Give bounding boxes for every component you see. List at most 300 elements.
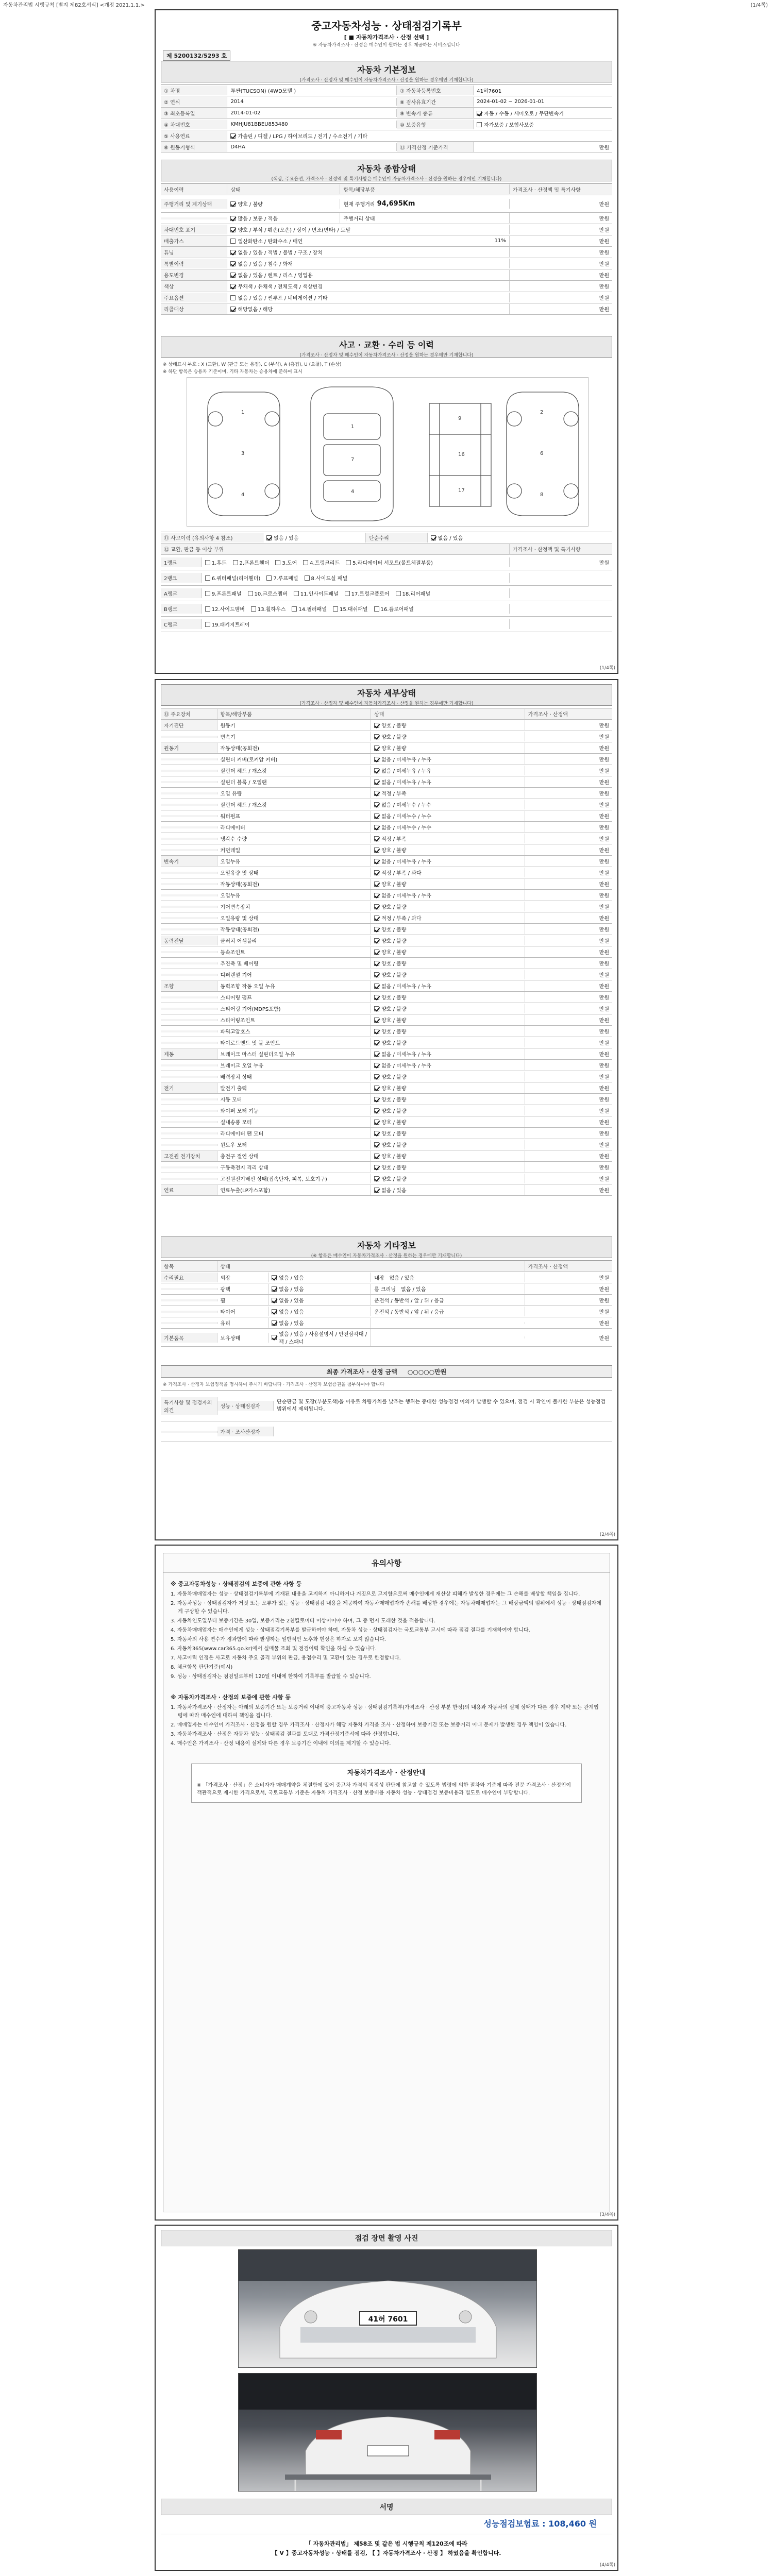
other-price: 만원 [599, 1310, 609, 1315]
part-name: 스티어링조인트 [217, 1015, 372, 1025]
overall-row [161, 213, 612, 224]
checkbox-icon[interactable] [374, 1040, 379, 1045]
notice-item: 2. 자동차성능 · 상태점검자가 거짓 또는 오류가 있는 성능 · 상태점검 내용을 제공하여 자동차매매업자가 손해를 배상한 경우에는 자동차매매업자는 그 배상금액의 범위에서 성능 · 상태점검자에게 구상할 수 있습니다. [171, 1601, 602, 1615]
checkbox-icon[interactable] [374, 1165, 379, 1170]
overall-row [161, 195, 612, 213]
detail-row [161, 867, 612, 878]
odometer-item-label: 현재 주행거리 [343, 202, 375, 208]
base-price-value: 만원 [599, 145, 609, 151]
checkbox-icon[interactable] [374, 1052, 379, 1057]
rankA-item-text: 11.인사이드패널 [300, 591, 339, 597]
checkbox-icon[interactable] [374, 1029, 379, 1034]
usage-change-price: 만원 [599, 273, 609, 279]
checkbox-icon[interactable] [272, 1275, 277, 1280]
rankC-row [161, 617, 612, 632]
col-part: 항목/해당부품 [217, 709, 372, 719]
checkbox-icon[interactable] [272, 1298, 277, 1303]
device-group [161, 974, 217, 976]
checkbox-icon[interactable] [266, 575, 272, 581]
detail-row [161, 980, 612, 992]
rank2-price [510, 577, 612, 579]
checkbox-icon[interactable] [374, 859, 379, 864]
detail-row [161, 1116, 612, 1128]
rankA-item-text: 18.리어패널 [402, 591, 431, 597]
checkbox-icon[interactable] [272, 1309, 277, 1314]
other-state-text: 없음 / 있음 [279, 1321, 304, 1327]
other-price: 만원 [599, 1335, 609, 1342]
car-outline-icon [187, 378, 588, 526]
checkbox-icon[interactable] [374, 1176, 379, 1181]
part-state-text: 양호 / 불량 [381, 973, 407, 978]
accident-title: 사고 · 교환 · 수리 등 이력 [339, 340, 434, 350]
basic-row [161, 96, 612, 108]
other-state [268, 1318, 371, 1328]
part-state-text: 양호 / 불량 [381, 1041, 407, 1046]
part-state [371, 1106, 525, 1115]
rankA-item [294, 589, 339, 597]
part-state-text: 없음 / 미세누유 / 누유 [381, 769, 431, 774]
checkbox-icon[interactable] [374, 779, 379, 785]
part-name: 스티어링 펌프 [217, 992, 372, 1002]
detail-row [161, 1184, 612, 1196]
basic-row [161, 108, 612, 119]
checkbox-icon[interactable] [374, 768, 379, 773]
other-item2 [371, 1307, 525, 1316]
svg-text:2: 2 [540, 410, 544, 415]
other-state-text: 없음 / 있음 [279, 1310, 304, 1315]
checkbox-icon[interactable] [374, 802, 379, 807]
part-price: 만원 [599, 916, 609, 922]
svg-text:1: 1 [351, 424, 355, 430]
detail-row [161, 754, 612, 765]
accident-note2: ※ 하단 항목은 승용차 기준이며, 기타 자동차는 승용차에 준하여 표시 [163, 369, 303, 375]
svg-text:1: 1 [241, 410, 245, 415]
part-state-text: 양호 / 불량 [381, 848, 407, 854]
page-number: (4/4쪽) [599, 2563, 615, 2568]
part-name: 와이퍼 모터 기능 [217, 1106, 372, 1115]
checkbox-icon[interactable] [230, 133, 236, 139]
part-state [371, 868, 525, 877]
page-number: (3/4쪽) [599, 2212, 615, 2217]
mileage-state-text: 많음 / 보통 / 적음 [238, 216, 278, 222]
checkbox-icon[interactable] [374, 1142, 379, 1147]
page-3 [155, 1545, 618, 2221]
part-name: 디퍼렌셜 기어 [217, 970, 372, 979]
part-name: 파워고압호스 [217, 1026, 372, 1036]
emission-price: 만원 [599, 239, 609, 245]
notice-item: 1. 자동차가격조사 · 산정자는 아래의 보증기간 또는 보증거리 이내에 중고자동차 성능 · 상태점검기록부(가격조사 · 산정 부분 한정)의 내용과 자동차의 실제 상태가 다른 경우 계약 또는 관계법령에 따라 매수인에 대하여 책임을 집니다. [171, 1705, 599, 1719]
checkbox-icon[interactable] [272, 1286, 277, 1292]
part-price: 만원 [599, 950, 609, 956]
checkbox-icon[interactable] [205, 560, 210, 565]
special-notes-spacer [161, 1431, 217, 1433]
part-name: 워터펌프 [217, 811, 372, 821]
part-name: 오일누유 [217, 890, 372, 900]
part-name: 오일유량 및 상태 [217, 868, 372, 877]
odometer-price: 만원 [599, 202, 609, 208]
other-note: (※ 항목은 매수인이 자동차가격조사 · 산정을 원하는 경우에만 기재합니다) [311, 1253, 462, 1259]
part-state-text: 양호 / 불량 [381, 1120, 407, 1126]
device-group [161, 736, 217, 738]
rankB-item [374, 605, 414, 613]
detail-row [161, 720, 612, 731]
detail-row [161, 878, 612, 890]
detail-row [161, 946, 612, 958]
part-state [371, 924, 525, 934]
checkbox-icon[interactable] [374, 950, 379, 955]
other-group [161, 1299, 217, 1301]
checkbox-icon[interactable] [248, 591, 253, 596]
checkbox-icon[interactable] [205, 606, 210, 612]
checkbox-icon[interactable] [374, 904, 379, 909]
part-price: 만원 [599, 746, 609, 752]
checkbox-icon[interactable] [374, 1120, 379, 1125]
vin-mark-state-text: 양호 / 부식 / 훼손(오손) / 상이 / 변조(변타) / 도말 [238, 228, 351, 233]
checkbox-icon[interactable] [230, 307, 236, 312]
checkbox-icon[interactable] [374, 1086, 379, 1091]
part-state [371, 1072, 525, 1081]
checkbox-icon[interactable] [346, 560, 351, 565]
checkbox-icon[interactable] [230, 250, 236, 255]
page-number: (2/4쪽) [599, 1532, 615, 1537]
checkbox-icon[interactable] [396, 591, 401, 596]
device-group [161, 758, 217, 760]
checkbox-icon[interactable] [374, 1074, 379, 1079]
checkbox-icon[interactable] [374, 825, 379, 830]
device-group [161, 826, 217, 828]
appraiser-label: 가격 · 조사산정자 [217, 1427, 274, 1436]
checkbox-icon[interactable] [374, 961, 379, 966]
part-price: 만원 [599, 769, 609, 774]
detail-row [161, 992, 612, 1003]
other-table [161, 1260, 612, 1347]
notice-item: 7. 사고이력 인정은 사고로 자동차 주요 골격 부위의 판금, 용접수리 및 교환이 있는 경우로 한정합니다. [171, 1655, 401, 1661]
simple-repair-label: 단순수리 [366, 533, 427, 543]
checkbox-icon[interactable] [374, 882, 379, 887]
part-state-text: 적정 / 부족 [381, 791, 407, 797]
accident-row [161, 532, 612, 544]
col-price: 가격조사 · 산정액 및 특기사항 [510, 184, 612, 194]
device-group [161, 804, 217, 806]
device-group: 원동기 [161, 743, 217, 753]
device-group [161, 1098, 217, 1100]
checkbox-icon[interactable] [230, 227, 236, 232]
basic-info-header [161, 61, 612, 82]
device-group [161, 928, 217, 930]
document-title: 중고자동차성능 · 상태점검기록부 [311, 20, 462, 32]
rank1-item [233, 558, 270, 566]
checkbox-icon[interactable] [230, 295, 236, 300]
checkbox-icon[interactable] [374, 848, 379, 853]
overall-row [161, 258, 612, 269]
part-state-text: 없음 / 미세누유 / 누유 [381, 893, 431, 899]
checkbox-icon[interactable] [205, 591, 210, 596]
special-notes-label: 특기사항 및 점검자의 의견 [161, 1397, 217, 1415]
plate-value: 41허7601 [477, 89, 502, 94]
checkbox-icon[interactable] [272, 1335, 277, 1340]
checkbox-icon[interactable] [230, 284, 236, 289]
device-group [161, 962, 217, 964]
usage-change-state [227, 270, 509, 280]
rankA-items [202, 588, 510, 598]
rankB-row [161, 601, 612, 617]
part-name: 실린더 커버(로커암 커버) [217, 754, 372, 764]
part-state-text: 없음 / 미세누수 / 누수 [381, 803, 431, 808]
overall-state-table [161, 183, 612, 315]
other-item2-text: 룸 크리닝 [374, 1287, 396, 1293]
device-group: 제동 [161, 1049, 217, 1059]
checkbox-icon[interactable] [374, 916, 379, 921]
part-name: 변속기 [217, 732, 372, 741]
checkbox-icon[interactable] [374, 1006, 379, 1011]
other-row [161, 1283, 612, 1295]
odometer-state [227, 199, 340, 209]
part-name: 시동 모터 [217, 1094, 372, 1104]
part-state [371, 1162, 525, 1172]
checkbox-icon[interactable] [374, 938, 379, 943]
col-other-price: 가격조사 · 산정액 [525, 1261, 612, 1271]
other-row [161, 1295, 612, 1306]
recall-state-text: 해당없음 / 해당 [238, 307, 273, 313]
special-history-state [227, 259, 509, 268]
checkbox-icon[interactable] [305, 575, 310, 581]
checkbox-icon[interactable] [374, 791, 379, 796]
part-state-text: 없음 / 미세누유 / 누유 [381, 780, 431, 786]
other-item2 [371, 1284, 525, 1294]
svg-text:16: 16 [458, 452, 465, 457]
device-group: 고전원 전기장치 [161, 1151, 217, 1161]
part-state [371, 732, 525, 741]
simple-repair-value [428, 533, 612, 543]
checkbox-icon[interactable] [374, 606, 379, 612]
checkbox-icon[interactable] [431, 535, 436, 540]
part-state-text: 양호 / 불량 [381, 1007, 407, 1012]
rank1-item [346, 558, 433, 566]
rankA-item-text: 17.트렁크플로어 [351, 591, 390, 597]
overall-row [161, 247, 612, 258]
part-name: 동력조향 작동 오일 누유 [217, 981, 372, 991]
part-name: 실린더 블록 / 오일팬 [217, 777, 372, 787]
checkbox-icon[interactable] [374, 734, 379, 739]
detail-header [161, 684, 612, 706]
checkbox-icon[interactable] [374, 984, 379, 989]
tuning-label: 튜닝 [161, 247, 227, 257]
special-history-state-text: 없음 / 있음 / 침수 / 화재 [238, 262, 293, 267]
part-price: 만원 [599, 905, 609, 910]
part-price: 만원 [599, 1097, 609, 1103]
checkbox-icon[interactable] [374, 723, 379, 728]
appraisal-guide-box [191, 1764, 582, 1803]
other-header [161, 1236, 612, 1258]
checkbox-icon[interactable] [374, 1188, 379, 1193]
checkbox-icon[interactable] [374, 893, 379, 898]
checkbox-icon[interactable] [205, 622, 210, 627]
other-row [161, 1306, 612, 1317]
part-state [371, 811, 525, 821]
checkbox-icon[interactable] [251, 606, 256, 612]
accident-row [161, 544, 612, 555]
checkbox-icon[interactable] [292, 606, 297, 612]
checkbox-icon[interactable] [374, 836, 379, 841]
checkbox-icon[interactable] [230, 201, 236, 207]
part-price: 만원 [599, 973, 609, 978]
vin-label: ④ 차대번호 [161, 120, 227, 129]
part-name: 작동상태(공회전) [217, 924, 372, 934]
part-state-text: 양호 / 불량 [381, 735, 407, 740]
checkbox-icon[interactable] [230, 261, 236, 266]
rank1-item [275, 558, 297, 566]
checkbox-icon[interactable] [374, 1154, 379, 1159]
device-group: 조향 [161, 981, 217, 991]
detail-row [161, 901, 612, 912]
checkbox-icon[interactable] [230, 216, 236, 221]
device-group [161, 996, 217, 998]
part-state [371, 720, 525, 730]
other-row [161, 1329, 612, 1347]
part-name: 브레이크 마스터 실린더오일 누유 [217, 1049, 372, 1059]
checkbox-icon[interactable] [477, 111, 482, 116]
notice-item: 2. 매매업자는 매수인이 가격조사 · 산정을 원할 경우 가격조사 · 산정자가 해당 자동차 가격을 조사 · 산정하여 보증기간 또는 보증거리 이내 문제가 발생한 경우 책임이 있습니다. [171, 1722, 567, 1728]
checkbox-icon[interactable] [374, 1131, 379, 1136]
rank2-item-text: 6.쿼터패널(리어휀더) [211, 576, 261, 582]
rank1-item [303, 558, 340, 566]
part-price: 만원 [599, 995, 609, 1001]
checkbox-icon[interactable] [374, 1063, 379, 1068]
photo-section-header: 점검 장면 촬영 사진 [161, 2230, 612, 2246]
basic-row [161, 142, 612, 153]
transmission-value [474, 108, 612, 118]
mileage-state [227, 213, 340, 223]
checkbox-icon[interactable] [266, 535, 272, 540]
other-item2 [371, 1336, 525, 1338]
checkbox-icon[interactable] [477, 122, 482, 127]
other-price: 만원 [599, 1321, 609, 1327]
device-group: 변속기 [161, 856, 217, 866]
inspection-photo-rear [238, 2373, 537, 2492]
device-group [161, 1076, 217, 1078]
detail-row [161, 844, 612, 856]
part-state-text: 없음 / 미세누유 / 누유 [381, 757, 431, 763]
checkbox-icon[interactable] [233, 560, 238, 565]
overall-state-header [161, 160, 612, 181]
checkbox-icon[interactable] [230, 239, 236, 244]
checkbox-icon[interactable] [230, 273, 236, 278]
odometer-state-text: 양호 / 불량 [238, 202, 263, 208]
detail-note: (가격조사 · 산정자 및 매수인이 자동차가격조사 · 산정을 원하는 경우에만 기재합니다) [299, 701, 474, 706]
part-state [371, 1094, 525, 1104]
checkbox-icon[interactable] [374, 1097, 379, 1102]
checkbox-icon[interactable] [345, 591, 350, 596]
checkbox-icon[interactable] [374, 757, 379, 762]
checkbox-icon[interactable] [275, 560, 280, 565]
part-price: 만원 [599, 1029, 609, 1035]
rank2-label: 2랭크 [161, 573, 202, 583]
part-state-text: 양호 / 불량 [381, 1109, 407, 1114]
checkbox-icon[interactable] [303, 560, 308, 565]
mileage-price: 만원 [599, 216, 609, 222]
rankB-item-text: 15.대쉬패널 [340, 607, 368, 613]
part-price: 만원 [599, 814, 609, 820]
rankC-items [202, 619, 510, 629]
rankB-item [251, 605, 286, 613]
col-item: 항목/해당부품 [340, 184, 509, 194]
detail-row [161, 1071, 612, 1082]
checkbox-icon[interactable] [374, 927, 379, 932]
part-name: 스티어링 기어(MDPS포함) [217, 1004, 372, 1013]
device-group [161, 770, 217, 772]
part-state-text: 양호 / 불량 [381, 905, 407, 910]
part-price: 만원 [599, 837, 609, 842]
car-front-photo-icon [239, 2250, 536, 2367]
rankB-item-text: 16.플로어패널 [380, 607, 414, 613]
other-group [161, 1311, 217, 1313]
detail-row [161, 912, 612, 924]
other-item2-text: 운전석 / 동반석 / 앞 / 뒤 / 응급 [374, 1310, 444, 1315]
vin-value: KMHJU81BBEU853480 [227, 121, 396, 128]
device-group [161, 894, 217, 896]
engine-type-value: D4HA [227, 143, 396, 151]
detail-row [161, 924, 612, 935]
part-price: 만원 [599, 927, 609, 933]
checkbox-icon[interactable] [374, 1018, 379, 1023]
legal-footnote-1: 「 자동차관리법」 제58조 및 같은 법 시행규칙 제120조에 따라 [305, 2540, 468, 2547]
device-group [161, 1030, 217, 1032]
svg-text:4: 4 [241, 492, 245, 498]
special-history-price: 만원 [599, 262, 609, 267]
detail-row [161, 1162, 612, 1173]
part-state-text: 양호 / 불량 [381, 1143, 407, 1148]
emission-label: 배출가스 [161, 236, 227, 246]
part-state [371, 743, 525, 753]
mileage-label [161, 217, 227, 219]
rankB-label: B랭크 [161, 604, 202, 614]
engine-type-label: ⑥ 원동기형식 [161, 142, 227, 152]
overall-row [161, 281, 612, 292]
part-name: 라디에이터 팬 모터 [217, 1128, 372, 1138]
checkbox-icon[interactable] [374, 814, 379, 819]
col-price: 가격조사 · 산정액 [525, 709, 612, 719]
checkbox-icon[interactable] [374, 745, 379, 751]
checkbox-icon[interactable] [294, 591, 299, 596]
rankB-items [202, 604, 510, 614]
part-name: 추진축 및 베어링 [217, 958, 372, 968]
checkbox-icon[interactable] [333, 606, 338, 612]
checkbox-icon[interactable] [272, 1320, 277, 1326]
license-plate-text: 41허 7601 [368, 2315, 408, 2324]
simple-repair-text: 없음 / 있음 [438, 536, 463, 541]
checkbox-icon[interactable] [374, 972, 379, 977]
other-item: 외장 [217, 1273, 269, 1282]
part-name: 배력장치 상태 [217, 1072, 372, 1081]
warranty-options: 자가보증 / 보험사보증 [484, 123, 534, 128]
checkbox-icon[interactable] [205, 575, 210, 581]
checkbox-icon[interactable] [374, 995, 379, 1000]
detail-row [161, 765, 612, 776]
part-state-text: 양호 / 불량 [381, 746, 407, 752]
part-state [371, 766, 525, 775]
other-group: 기본품목 [161, 1333, 217, 1343]
checkbox-icon[interactable] [374, 1108, 379, 1113]
part-price: 만원 [599, 1131, 609, 1137]
rank1-item-text: 5.라디에이터 서포트(볼트체결부품) [352, 561, 433, 566]
part-price: 만원 [599, 1109, 609, 1114]
checkbox-icon[interactable] [374, 870, 379, 875]
transmission-label: ⑨ 변속기 종류 [397, 108, 474, 118]
part-state [371, 902, 525, 911]
part-state [371, 1117, 525, 1127]
rank2-item [266, 574, 298, 582]
part-name: 실내송풍 모터 [217, 1117, 372, 1127]
